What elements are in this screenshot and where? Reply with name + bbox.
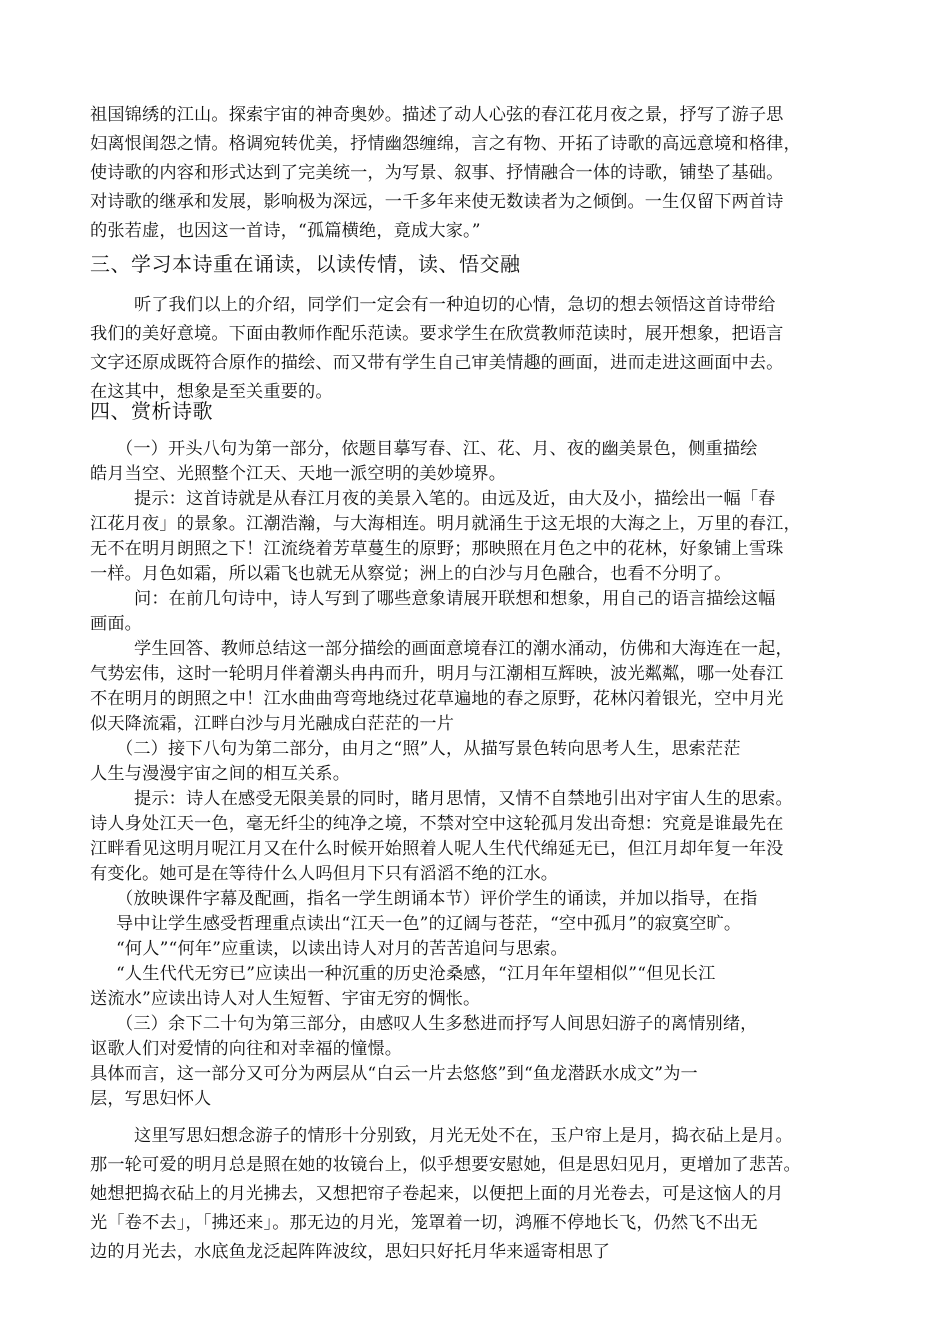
section4-line: 提示：这首诗就是从春江月夜的美景入笔的。由远及近，由大及小，描绘出一幅「春 (134, 489, 776, 509)
final-line: 这里写思妇想念游子的情形十分别致，月光无处不在，玉户帘上是月，捣衣砧上是月。 (134, 1126, 793, 1146)
section4-line: 气势宏伟，这时一轮明月伴着潮头冉冉而升，明月与江潮相互辉映，波光粼粼，哪一处春江 (90, 664, 784, 684)
section4-line: “人生代代无穷已”应读出一种沉重的历史沧桑感，“江月年年望相似”“但见长江 (116, 964, 716, 984)
section4-line: 具体而言，这一部分又可分为两层从“白云一片去悠悠”到“鱼龙潜跃水成文”为一 (90, 1064, 698, 1084)
section4-line: 江畔看见这明月呢江月又在什么时候开始照着人呢人生代代绵延无已，但江月却年复一年没 (90, 839, 784, 859)
section4-line: 画面。 (90, 614, 143, 634)
section4-line: 诗人身处江天一色，毫无纤尘的纯净之境，不禁对空中这轮孤月发出奇想：究竟是谁最先在 (90, 814, 784, 834)
section4-line: 有变化。她可是在等待什么人吗但月下只有滔滔不绝的江水。 (90, 864, 559, 884)
intro-line: 祖国锦绣的江山。探索宇宙的神奇奥妙。描述了动人心弦的春江花月夜之景，抒写了游子思 (90, 105, 784, 125)
section4-line: 层，写思妇怀人 (90, 1089, 212, 1109)
section4-line: 提示：诗人在感受无限美景的同时，睹月思情，又情不自禁地引出对宇宙人生的思索。 (134, 789, 793, 809)
section4-line: 送流水”应读出诗人对人生短暂、宇宙无穷的惆怅。 (90, 989, 481, 1009)
section4-line: 导中让学生感受哲理重点读出“江天一色”的辽阔与苍茫，“空中孤月”的寂寞空旷。 (116, 914, 742, 934)
intro-line: 的张若虚，也因这一首诗，“孤篇横绝，竟成大家。” (90, 221, 481, 241)
section4-line: 学生回答、教师总结这一部分描绘的画面意境春江的潮水涌动，仿佛和大海连在一起， (134, 639, 793, 659)
final-line: 边的月光去，水底鱼龙泛起阵阵波纹，思妇只好托月华来遥寄相思了 (90, 1242, 611, 1262)
section3-line: 我们的美好意境。下面由教师作配乐范读。要求学生在欣赏教师范读时，展开想象，把语言 (90, 324, 784, 344)
section4-line: （放映课件字幕及配画，指名一学生朗诵本节）评价学生的诵读，并加以指导，在指 (116, 889, 758, 909)
section4-line: 无不在明月朗照之下！江流绕着芳草蔓生的原野；那映照在月色之中的花林，好象铺上雪珠 (90, 539, 784, 559)
section4-line: 讴歌人们对爱情的向往和对幸福的憧憬。 (90, 1039, 403, 1059)
section-heading-4: 四、赏析诗歌 (90, 399, 213, 423)
intro-line: 使诗歌的内容和形式达到了完美统一，为写景、叙事、抒情融合一体的诗歌，铺垫了基础。 (90, 163, 784, 183)
section3-line: 听了我们以上的介绍，同学们一定会有一种迫切的心情，急切的想去领悟这首诗带给 (134, 295, 776, 315)
section4-line: 一样。月色如霜，所以霜飞也就无从察觉；洲上的白沙与月色融合，也看不分明了。 (90, 564, 732, 584)
final-line: 那一轮可爱的明月总是照在她的妆镜台上，似乎想要安慰她，但是思妇见月，更增加了悲苦。 (90, 1155, 801, 1175)
section4-line: 不在明月的朗照之中！江水曲曲弯弯地绕过花草遍地的春之原野，花林闪着银光，空中月光 (90, 689, 784, 709)
section4-line: （三）余下二十句为第三部分，由感叹人生多愁进而抒写人间思妇游子的离情别绪， (116, 1014, 758, 1034)
section4-line: （一）开头八句为第一部分，依题目摹写春、江、花、月、夜的幽美景色，侧重描绘 (116, 439, 758, 459)
section4-line: “何人”“何年”应重读，以读出诗人对月的苦苦追问与思索。 (116, 939, 568, 959)
section3-line: 在这其中，想象是至关重要的。 (90, 382, 333, 402)
section4-line: 问：在前几句诗中，诗人写到了哪些意象请展开联想和想象，用自己的语言描绘这幅 (134, 589, 776, 609)
final-line: 她想把捣衣砧上的月光拂去，又想把帘子卷起来，以便把上面的月光卷去，可是这恼人的月 (90, 1184, 784, 1204)
section3-line: 文字还原成既符合原作的描绘、而又带有学生自己审美情趣的画面，进而走进这画面中去。 (90, 353, 784, 373)
section4-line: 人生与漫漫宇宙之间的相互关系。 (90, 764, 351, 784)
section4-line: （二）接下八句为第二部分，由月之“照”人，从描写景色转向思考人生，思索茫茫 (116, 739, 741, 759)
section4-line: 江花月夜」的景象。江潮浩瀚，与大海相连。明月就涌生于这无垠的大海之上，万里的春江， (90, 514, 801, 534)
intro-line: 对诗歌的继承和发展，影响极为深远，一千多年来使无数读者为之倾倒。一生仅留下两首诗 (90, 192, 784, 212)
section4-line: 皓月当空、光照整个江天、天地一派空明的美妙境界。 (90, 464, 507, 484)
final-line: 光「卷不去」，「拂还来」。那无边的月光，笼罩着一切，鸿雁不停地长飞，仍然飞不出无 (90, 1213, 758, 1233)
section-heading-3: 三、学习本诗重在诵读，以读传情，读、悟交融 (90, 252, 521, 276)
intro-line: 妇离恨闺怨之情。格调宛转优美，抒情幽怨缠绵，言之有物、开拓了诗歌的高远意境和格律， (90, 134, 801, 154)
section4-line: 似天降流霜，江畔白沙与月光融成白茫茫的一片 (90, 714, 455, 734)
